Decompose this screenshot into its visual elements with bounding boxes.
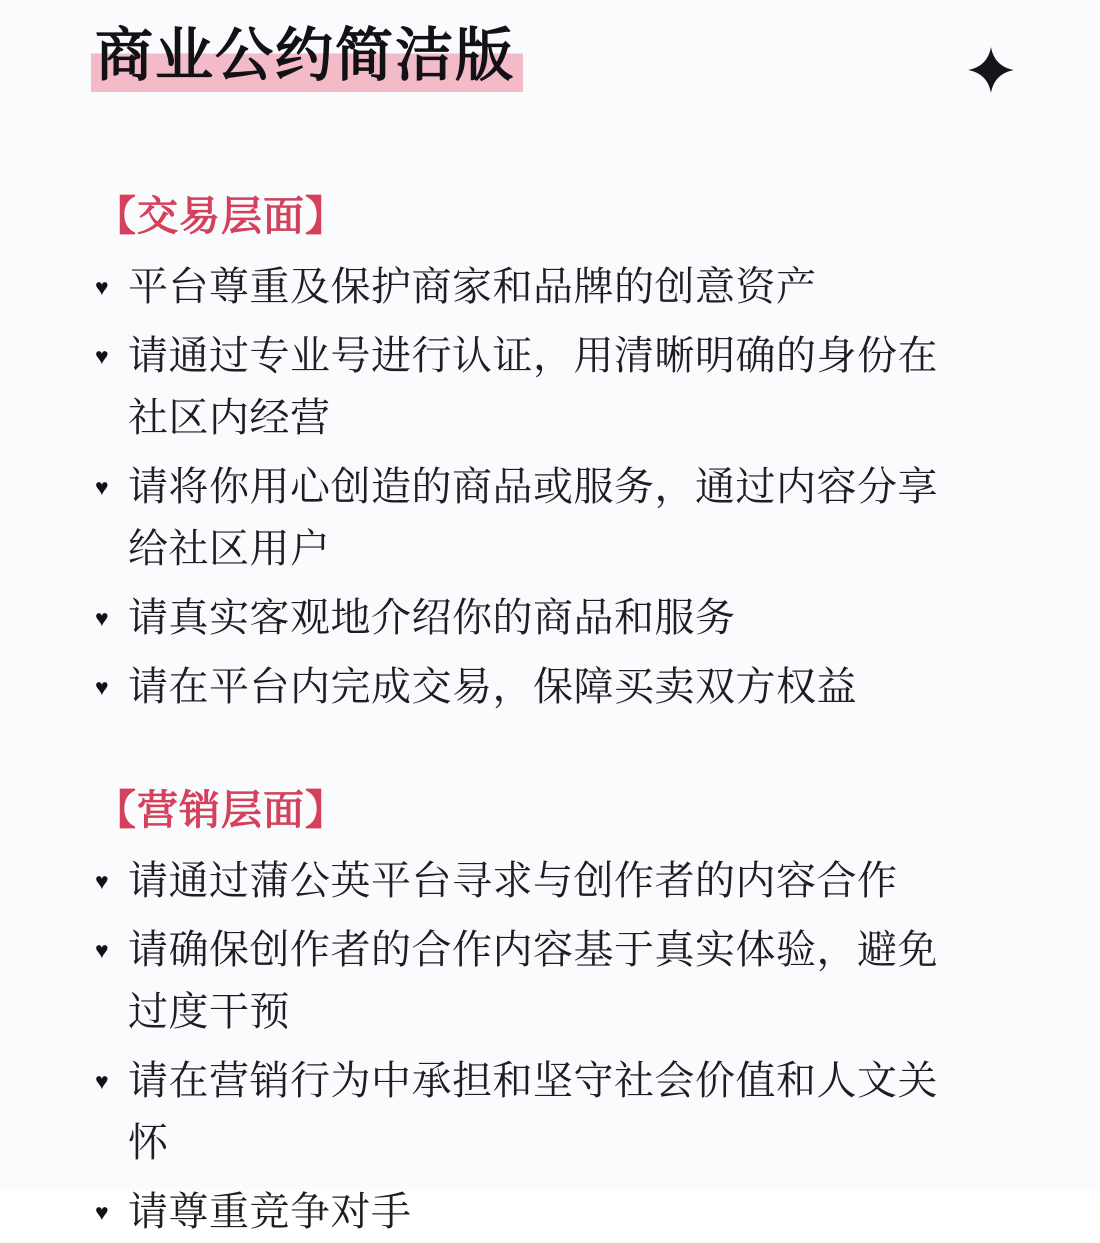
list-item bbox=[95, 1050, 957, 1174]
page-title bbox=[95, 20, 523, 92]
list-item bbox=[95, 850, 957, 912]
list-item bbox=[95, 919, 957, 1043]
section-transaction bbox=[95, 192, 1045, 718]
heart-bullet-icon: ♥ bbox=[95, 605, 110, 631]
list-item-text: 请真实客观地介绍你的商品和服务 bbox=[128, 596, 736, 640]
heart-bullet-icon: ♥ bbox=[95, 343, 110, 369]
header bbox=[95, 20, 1045, 94]
heart-bullet-icon: ♥ bbox=[95, 1199, 110, 1225]
list-item bbox=[95, 656, 957, 718]
heart-bullet-icon: ♥ bbox=[95, 1068, 110, 1094]
list-item bbox=[95, 1181, 957, 1243]
list-item bbox=[95, 256, 957, 318]
sparkle-icon bbox=[967, 46, 1015, 94]
list-item-text: 请在营销行为中承担和坚守社会价值和人文关怀 bbox=[128, 1059, 938, 1165]
heart-bullet-icon: ♥ bbox=[95, 274, 110, 300]
transaction-bullet-list bbox=[95, 256, 1045, 718]
list-item-text: 请尊重竞争对手 bbox=[128, 1190, 412, 1234]
list-item bbox=[95, 325, 957, 449]
list-item-text: 请通过蒲公英平台寻求与创作者的内容合作 bbox=[128, 859, 898, 903]
heart-bullet-icon: ♥ bbox=[95, 868, 110, 894]
heart-bullet-icon: ♥ bbox=[95, 674, 110, 700]
section-marketing-heading: 【营销层面】 bbox=[95, 787, 347, 833]
marketing-bullet-list bbox=[95, 850, 1045, 1243]
list-item-text: 平台尊重及保护商家和品牌的创意资产 bbox=[128, 265, 817, 309]
list-item bbox=[95, 587, 957, 649]
list-item-text: 请在平台内完成交易，保障买卖双方权益 bbox=[128, 665, 857, 709]
title-highlight: 商业公约简洁版 bbox=[91, 23, 523, 92]
heart-bullet-icon: ♥ bbox=[95, 937, 110, 963]
heart-bullet-icon: ♥ bbox=[95, 474, 110, 500]
list-item-text: 请通过专业号进行认证，用清晰明确的身份在社区内经营 bbox=[128, 334, 938, 440]
list-item-text: 请将你用心创造的商品或服务，通过内容分享给社区用户 bbox=[128, 465, 938, 571]
list-item bbox=[95, 456, 957, 580]
section-marketing bbox=[95, 786, 1045, 1243]
section-transaction-heading: 【交易层面】 bbox=[95, 193, 347, 239]
list-item-text: 请确保创作者的合作内容基于真实体验，避免过度干预 bbox=[128, 928, 938, 1034]
